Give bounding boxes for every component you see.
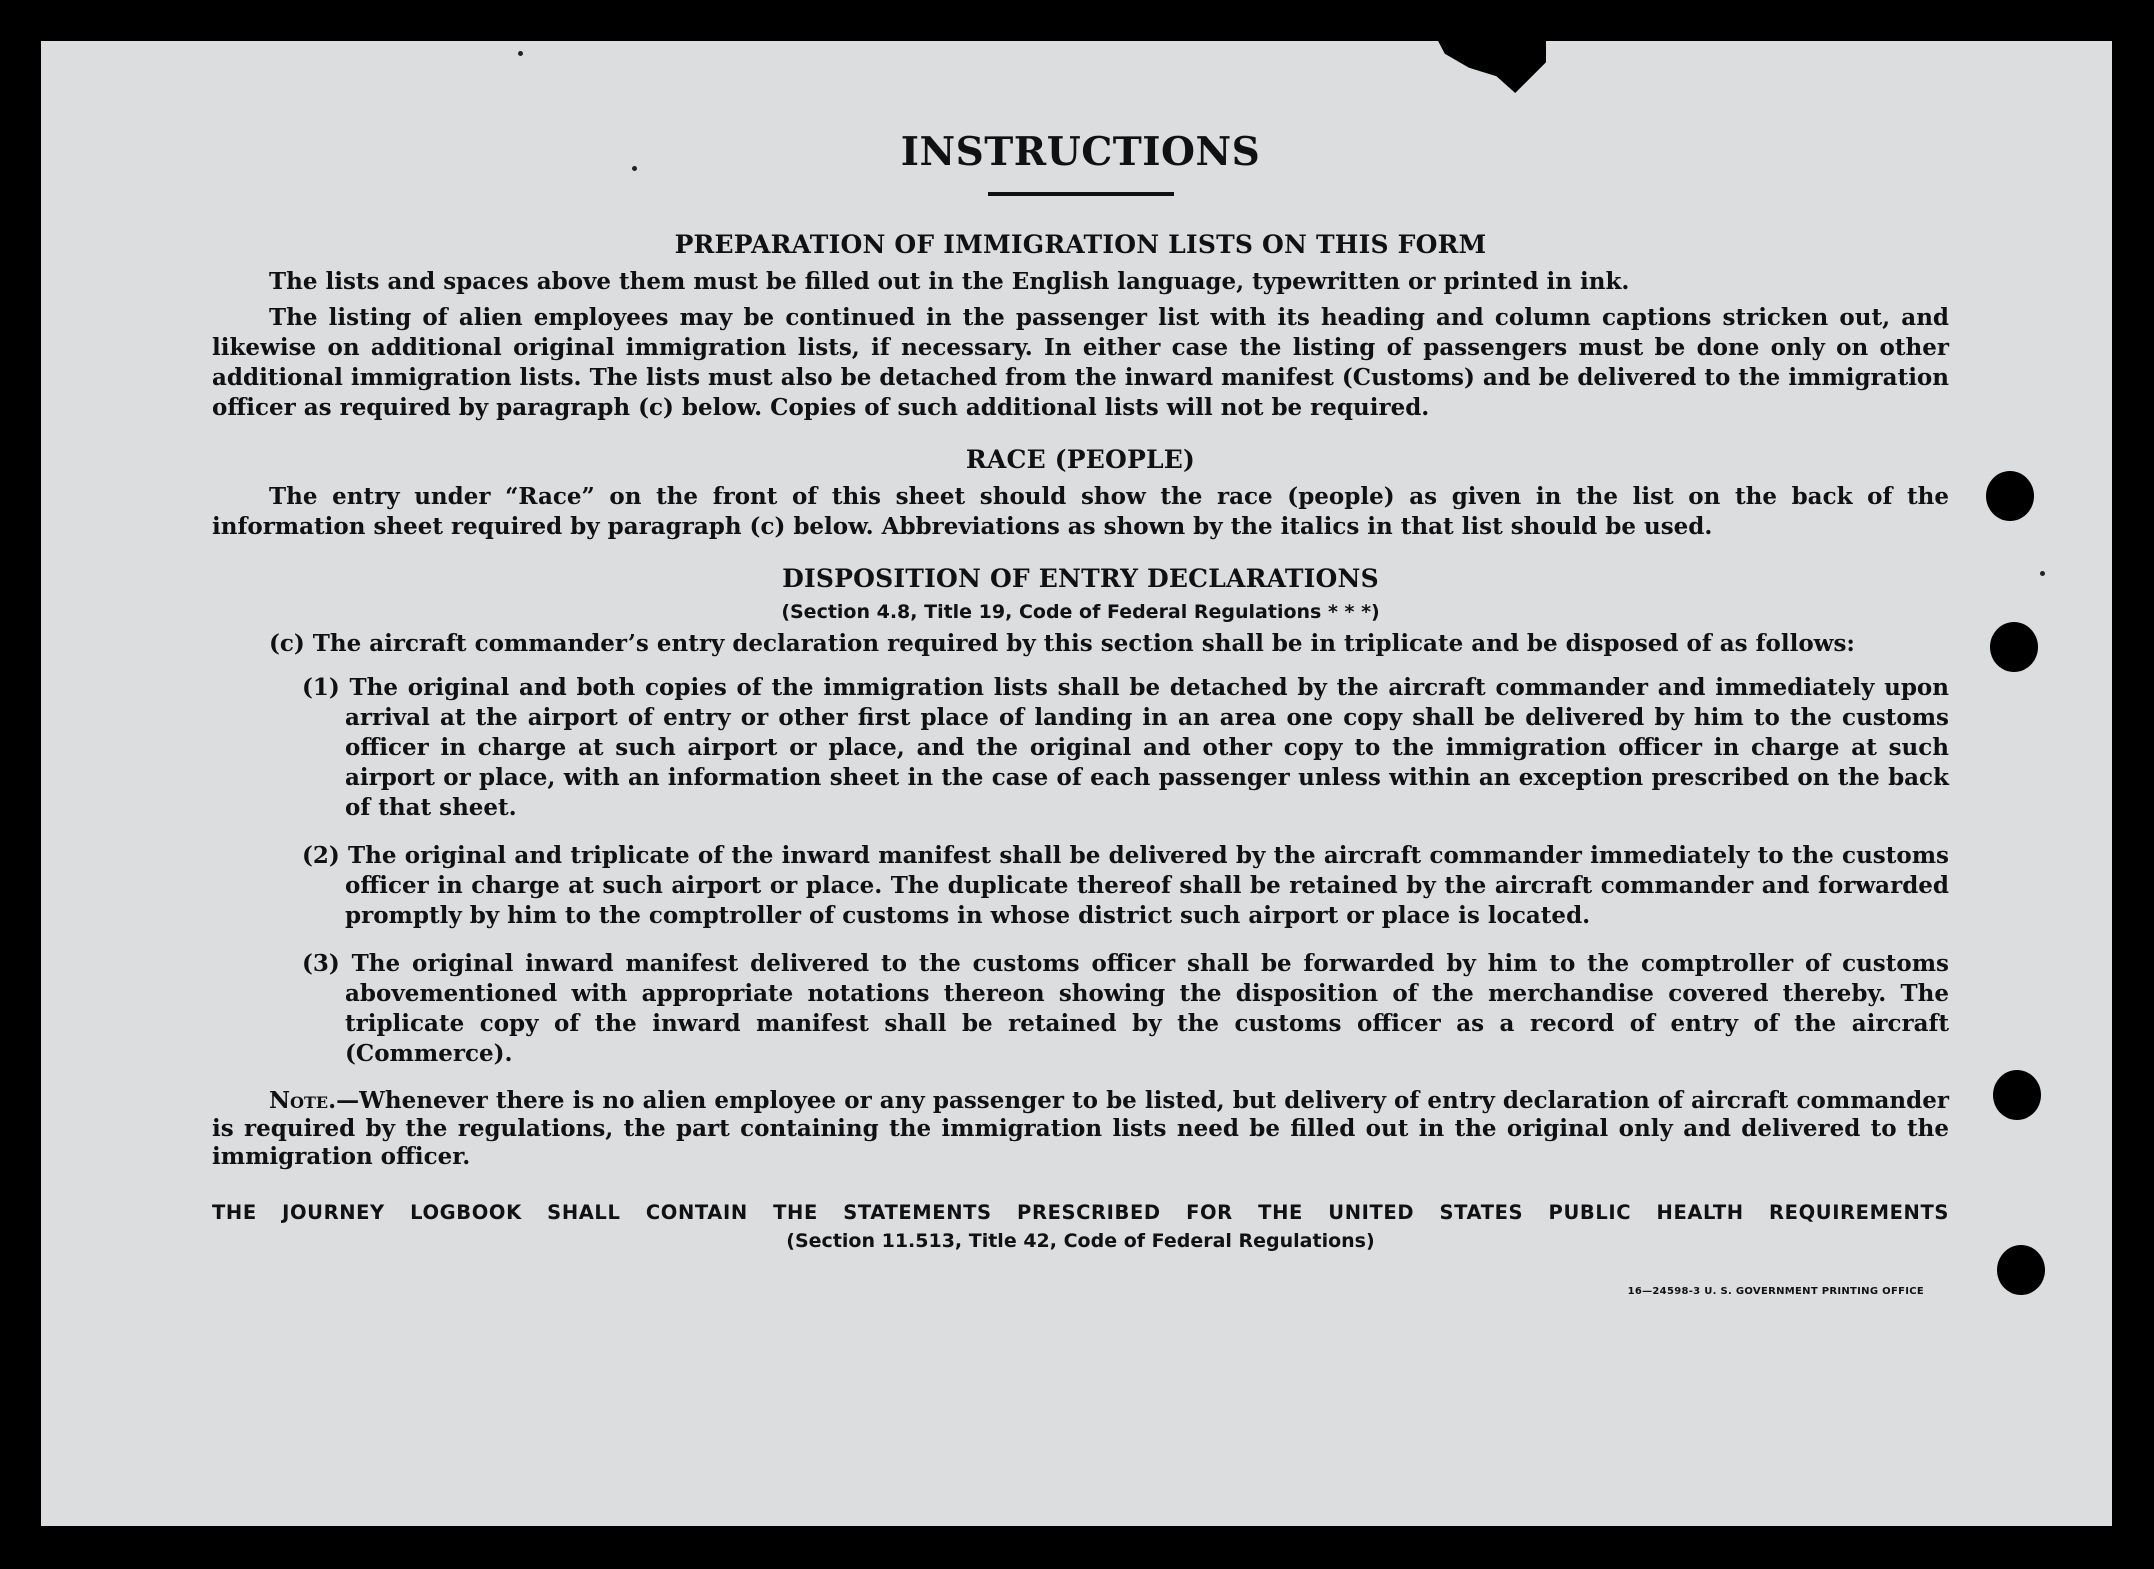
section-heading-preparation: PREPARATION OF IMMIGRATION LISTS ON THIS FORM [674,229,1487,259]
list-item: (3) The original inward manifest delivered to the customs officer shall be forwarded by him to the comptroller of customs abovementioned with appropriate notations thereon showing the disposition of the merchandise covered thereby. The triplicate copy of the inward manifest shall be retained by the customs officer as a record of entry of the aircraft (Commerce). [302,949,1949,1067]
punch-hole [1997,1245,2045,1295]
punch-hole [1986,471,2034,521]
paragraph-race: The entry under “Race” on the front of this sheet should show the race (people) as given in the list on the back of the information sheet required by paragraph (c) below. Abbreviations as shown by the italics in that list should be used. [212,482,1949,540]
document-page [41,41,2112,1526]
health-citation: (Section 11.513, Title 42, Code of Federal Regulations) [786,1229,1375,1252]
paragraph-c-intro: (c) The aircraft commander’s entry declaration required by this section shall be in triplicate and be disposed of as follows: [269,629,1855,657]
paragraph-alien-employees: The listing of alien employees may be continued in the passenger list with its heading and column captions stricken out, and likewise on additional original immigration lists, if necessary. In either case the listing of passengers must be done only on other additional immigration lists. The lists must also be detached from the inward manifest (Customs) and be delivered to the immigration officer as required by paragraph (c) below. Copies of such additional lists will not be required. [212,303,1949,421]
list-item: (2) The original and triplicate of the inward manifest shall be delivered by the aircraft commander immediately to the customs officer in charge at such airport or place. The duplicate thereof shall be retained by the aircraft commander and forwarded promptly by him to the comptroller of customs in whose district such airport or place is located. [302,841,1949,929]
document-body [212,93,1949,1297]
paragraph-language: The lists and spaces above them must be filled out in the English language, typewritten or printed in ink. [269,267,1630,295]
section-heading-disposition: DISPOSITION OF ENTRY DECLARATIONS [782,563,1379,593]
list-item: (1) The original and both copies of the immigration lists shall be detached by the aircraft commander and immediately upon arrival at the airport of entry or other first place of landing in an area one copy shall be delivered by him to the customs officer in charge at such airport or place, and the original and other copy to the immigration officer in charge at such airport or place, with an information sheet in the case of each passenger unless within an exception prescribed on the back of that sheet. [302,673,1949,821]
punch-hole [1993,1070,2041,1120]
note-label: Note. [269,1086,337,1114]
section-heading-race: RACE (PEOPLE) [965,444,1196,474]
scan-speck [2040,571,2045,576]
health-requirement: THE JOURNEY LOGBOOK SHALL CONTAIN THE STATEMENTS PRESCRIBED FOR THE UNITED STATES PUBLIC HEALTH REQUIREMENTS [212,1200,1949,1224]
scan-speck [518,51,523,56]
punch-hole [1990,622,2038,672]
page-title: INSTRUCTIONS [900,129,1261,175]
title-underline [988,192,1174,196]
note-text: —Whenever there is no alien employee or any passenger to be listed, but delivery of entry declaration of aircraft commander is required by the regulations, the part containing the immigration lists need be filled out in the original only and delivered to the immigration officer. [212,1086,1949,1170]
printer-imprint: 16—24598-3 U. S. GOVERNMENT PRINTING OFFICE [1627,1285,1924,1297]
disposition-citation: (Section 4.8, Title 19, Code of Federal Regulations * * *) [781,600,1380,623]
note-paragraph [212,1087,1949,1171]
scan-artifact [1436,41,1546,93]
